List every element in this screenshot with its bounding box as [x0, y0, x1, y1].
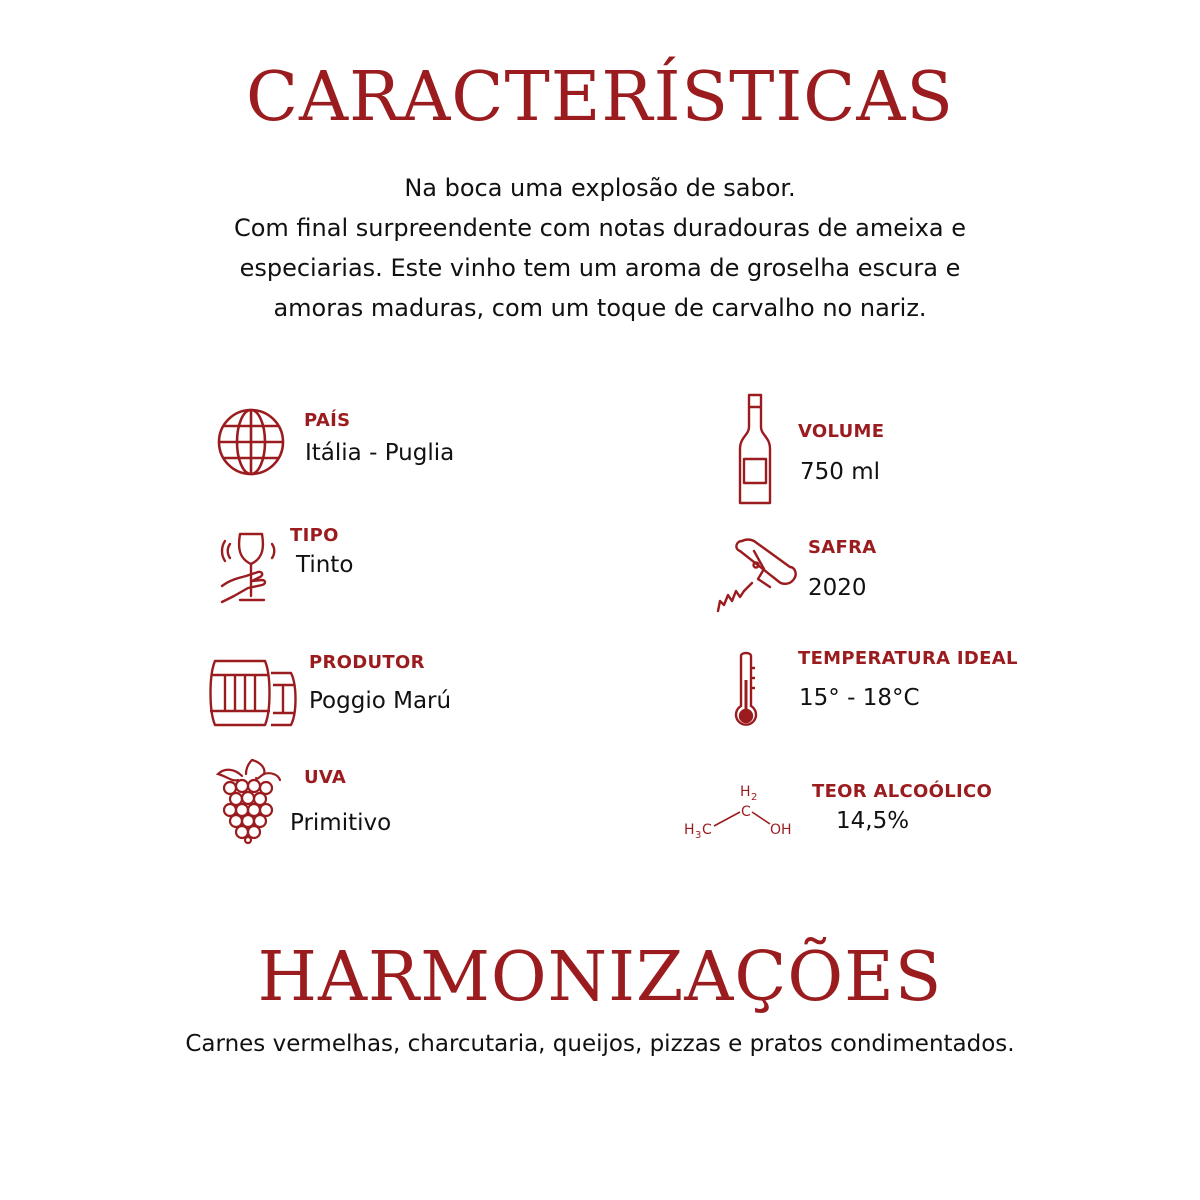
characteristics-title: CARACTERÍSTICAS [245, 58, 955, 137]
formula-oh: OH [770, 822, 792, 838]
tipo-label: TIPO [290, 525, 339, 546]
produtor-value: Poggio Marú [309, 688, 452, 714]
teor-value: 14,5% [836, 808, 910, 834]
formula-h2: H [740, 784, 751, 800]
uva-value: Primitivo [290, 810, 392, 836]
safra-value: 2020 [808, 575, 867, 601]
grapes-icon [212, 758, 284, 844]
barrels-icon [207, 657, 299, 729]
description-line: Na boca uma explosão de sabor. [404, 174, 796, 202]
pais-value: Itália - Puglia [305, 440, 455, 466]
teor-label: TEOR ALCOÓLICO [812, 781, 993, 802]
temperatura-value: 15° - 18°C [799, 685, 920, 711]
formula-h3-sub: 3 [695, 830, 702, 840]
formula-h3: H [684, 822, 695, 838]
ethanol-molecule-icon [682, 778, 802, 840]
formula-c3: C [702, 822, 712, 838]
pairings-text: Carnes vermelhas, charcutaria, queijos, pizzas e pratos condimentados. [185, 1031, 1015, 1057]
volume-label: VOLUME [798, 421, 885, 442]
wine-glass-hand-icon [218, 530, 280, 606]
safra-label: SAFRA [808, 537, 877, 558]
thermometer-icon [733, 650, 759, 730]
pais-label: PAÍS [304, 410, 351, 431]
description-line: Com final surpreendente com notas duradouras de ameixa e [233, 214, 967, 242]
formula-h2-sub: 2 [751, 792, 758, 803]
corkscrew-icon [714, 535, 800, 621]
produtor-label: PRODUTOR [309, 652, 425, 673]
volume-value: 750 ml [800, 459, 881, 485]
formula-c: C [741, 804, 751, 820]
description [100, 168, 1100, 328]
globe-icon [216, 407, 286, 477]
uva-label: UVA [304, 767, 347, 788]
wine-bottle-icon [737, 393, 773, 507]
description-line: especiarias. Este vinho tem um aroma de groselha escura e [239, 254, 961, 282]
pairings-title: HARMONIZAÇÕES [257, 938, 943, 1017]
description-line: amoras maduras, com um toque de carvalho no nariz. [273, 294, 927, 322]
temperatura-label: TEMPERATURA IDEAL [798, 648, 1018, 669]
tipo-value: Tinto [296, 552, 354, 578]
